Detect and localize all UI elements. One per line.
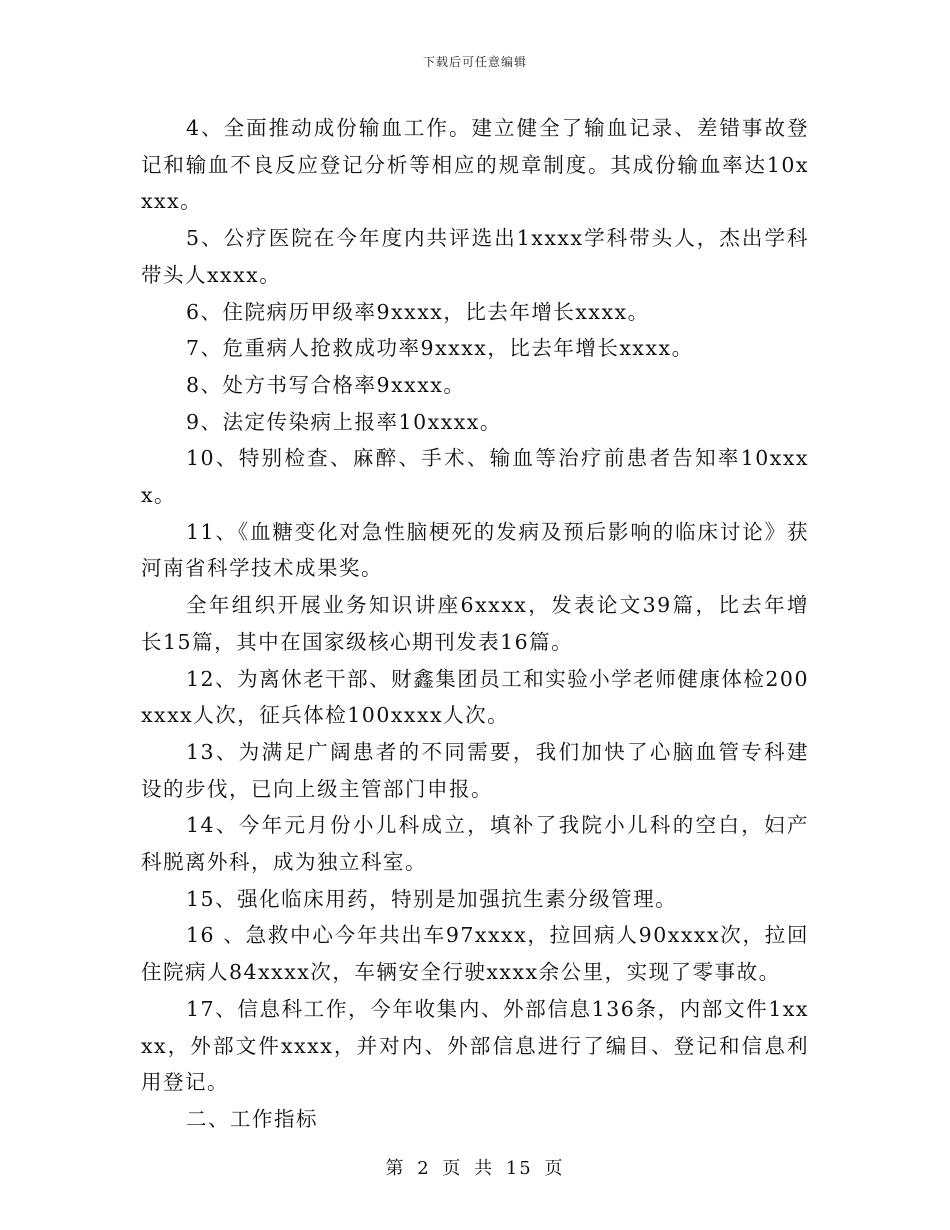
section-heading-work-indicators: 二、工作指标 — [186, 1106, 318, 1131]
paragraph-item-7: 7、危重病人抢救成功率9xxxx，比去年增长xxxx。 — [186, 336, 694, 361]
paragraph-item-8: 8、处方书写合格率9xxxx。 — [186, 372, 466, 397]
page-number: 第 2 页 共 15 页 — [385, 1158, 565, 1179]
paragraph-item-16: 16 、急救中心今年共出车97xxxx，拉回病人90xxxx次，拉回住院病人84xxxx次，车辆安全行驶xxxx余公里，实现了零事故。 — [141, 923, 809, 985]
document-body — [141, 110, 809, 1138]
paragraph-lectures: 全年组织开展业务知识讲座6xxxx，发表论文39篇，比去年增长15篇，其中在国家级核心期刊发表16篇。 — [141, 593, 809, 654]
paragraph-item-13: 13、为满足广阔患者的不同需要，我们加快了心脑血管专科建设的步伐，已向上级主管部门申报。 — [141, 739, 809, 801]
paragraph-item-12: 12、为离休老干部、财鑫集团员工和实验小学老师健康体检200xxxx人次，征兵体检100xxxx人次。 — [141, 666, 809, 728]
paragraph-item-6: 6、住院病历甲级率9xxxx，比去年增长xxxx。 — [186, 299, 650, 324]
paragraph-item-5: 5、公疗医院在今年度内共评选出1xxxx学科带头人，杰出学科带头人xxxx。 — [141, 226, 809, 287]
paragraph-item-11: 11、《血糖变化对急性脑梗死的发病及预后影响的临床讨论》获河南省科学技术成果奖。 — [141, 519, 809, 581]
paragraph-item-15: 15、强化临床用药，特别是加强抗生素分级管理。 — [186, 886, 678, 911]
paragraph-item-17: 17、信息科工作，今年收集内、外部信息136条，内部文件1xxxx，外部文件xxxx，并对内、外部信息进行了编目、登记和信息利用登记。 — [141, 996, 809, 1095]
download-note: 下载后可任意编辑 — [422, 55, 527, 69]
paragraph-item-10: 10、特别检查、麻醉、手术、输血等治疗前患者告知率10xxxx。 — [141, 446, 809, 508]
paragraph-item-4: 4、全面推动成份输血工作。建立健全了输血记录、差错事故登记和输血不良反应登记分析等相应的规章制度。其成份输血率达10xxxx。 — [141, 116, 809, 214]
paragraph-item-14: 14、今年元月份小儿科成立，填补了我院小儿科的空白，妇产科脱离外科，成为独立科室。 — [141, 813, 809, 875]
paragraph-item-9: 9、法定传染病上报率10xxxx。 — [186, 409, 502, 434]
